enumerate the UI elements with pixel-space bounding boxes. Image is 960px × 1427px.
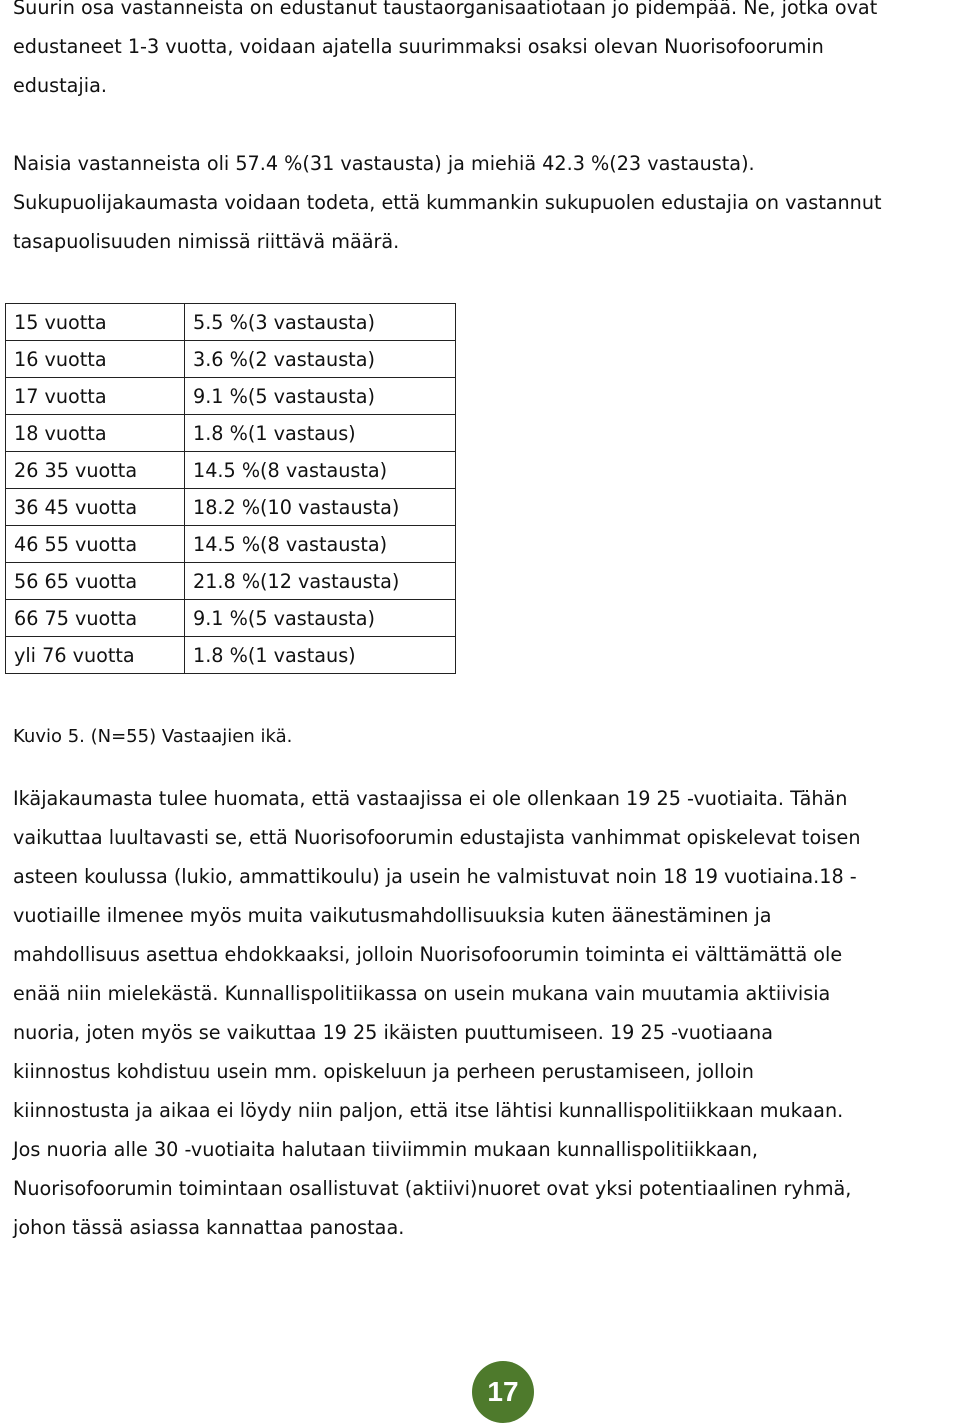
share-cell: 9.1 %(5 vastausta) <box>185 600 456 637</box>
table-row <box>6 563 456 600</box>
age-distribution-table <box>5 303 456 674</box>
text-line: Suurin osa vastanneista on edustanut taustaorganisaatiotaan jo pidempää. Ne, jotka ovat <box>13 0 878 19</box>
age-cell: 15 vuotta <box>6 304 185 341</box>
table-row <box>6 378 456 415</box>
share-cell: 1.8 %(1 vastaus) <box>185 415 456 452</box>
table-row <box>6 600 456 637</box>
table-row <box>6 415 456 452</box>
table-row <box>6 341 456 378</box>
text-line: tasapuolisuuden nimissä riittävä määrä. <box>13 230 400 253</box>
age-cell: 36 45 vuotta <box>6 489 185 526</box>
table-row <box>6 526 456 563</box>
age-cell: 17 vuotta <box>6 378 185 415</box>
share-cell: 21.8 %(12 vastausta) <box>185 563 456 600</box>
text-line: kiinnostusta ja aikaa ei löydy niin paljon, että itse lähtisi kunnallispolitiikkaan mukaan. <box>13 1099 844 1122</box>
age-cell: 16 vuotta <box>6 341 185 378</box>
paragraph-gender-distribution <box>13 144 882 261</box>
share-cell: 14.5 %(8 vastausta) <box>185 452 456 489</box>
share-cell: 3.6 %(2 vastausta) <box>185 341 456 378</box>
age-cell: 46 55 vuotta <box>6 526 185 563</box>
share-cell: 14.5 %(8 vastausta) <box>185 526 456 563</box>
text-line: vuotiaille ilmenee myös muita vaikutusmahdollisuuksia kuten äänestäminen ja <box>13 904 772 927</box>
paragraph-representation-duration <box>13 0 877 105</box>
text-line: Nuorisofoorumin toimintaan osallistuvat (aktiivi)nuoret ovat yksi potentiaalinen ryhmä, <box>13 1177 852 1200</box>
text-line: Sukupuolijakaumasta voidaan todeta, että kummankin sukupuolen edustajia on vastannut <box>13 191 882 214</box>
share-cell: 18.2 %(10 vastausta) <box>185 489 456 526</box>
age-cell: 26 35 vuotta <box>6 452 185 489</box>
text-line: kiinnostus kohdistuu usein mm. opiskeluun ja perheen perustamiseen, jolloin <box>13 1060 754 1083</box>
table-row <box>6 637 456 674</box>
figure-caption: Kuvio 5. (N=55) Vastaajien ikä. <box>13 726 293 747</box>
text-line: asteen koulussa (lukio, ammattikoulu) ja usein he valmistuvat noin 18 19 vuotiaina.18 - <box>13 865 857 888</box>
age-cell: 56 65 vuotta <box>6 563 185 600</box>
text-line: nuoria, joten myös se vaikuttaa 19 25 ikäisten puuttumiseen. 19 25 -vuotiaana <box>13 1021 773 1044</box>
table-row <box>6 304 456 341</box>
text-line: vaikuttaa luultavasti se, että Nuorisofoorumin edustajista vanhimmat opiskelevat toisen <box>13 826 861 849</box>
share-cell: 5.5 %(3 vastausta) <box>185 304 456 341</box>
table-row <box>6 489 456 526</box>
paragraph-age-distribution-analysis <box>13 779 861 1247</box>
text-line: Ikäjakaumasta tulee huomata, että vastaajissa ei ole ollenkaan 19 25 -vuotiaita. Tähän <box>13 787 848 810</box>
share-cell: 1.8 %(1 vastaus) <box>185 637 456 674</box>
text-line: mahdollisuus asettua ehdokkaaksi, jolloin Nuorisofoorumin toiminta ei välttämättä ole <box>13 943 843 966</box>
table-row <box>6 452 456 489</box>
text-line: edustaneet 1-3 vuotta, voidaan ajatella suurimmaksi osaksi olevan Nuorisofoorumin <box>13 35 824 58</box>
text-line: Naisia vastanneista oli 57.4 %(31 vastausta) ja miehiä 42.3 %(23 vastausta). <box>13 152 755 175</box>
text-line: edustajia. <box>13 74 107 97</box>
age-cell: 66 75 vuotta <box>6 600 185 637</box>
text-line: enää niin mielekästä. Kunnallispolitiikassa on usein mukana vain muutamia aktiivisia <box>13 982 831 1005</box>
text-line: johon tässä asiassa kannattaa panostaa. <box>13 1216 405 1239</box>
age-cell: yli 76 vuotta <box>6 637 185 674</box>
share-cell: 9.1 %(5 vastausta) <box>185 378 456 415</box>
age-cell: 18 vuotta <box>6 415 185 452</box>
text-line: Jos nuoria alle 30 -vuotiaita halutaan tiiviimmin mukaan kunnallispolitiikkaan, <box>13 1138 758 1161</box>
page-number: 17 <box>487 1376 519 1407</box>
page-number-badge <box>472 1361 534 1423</box>
